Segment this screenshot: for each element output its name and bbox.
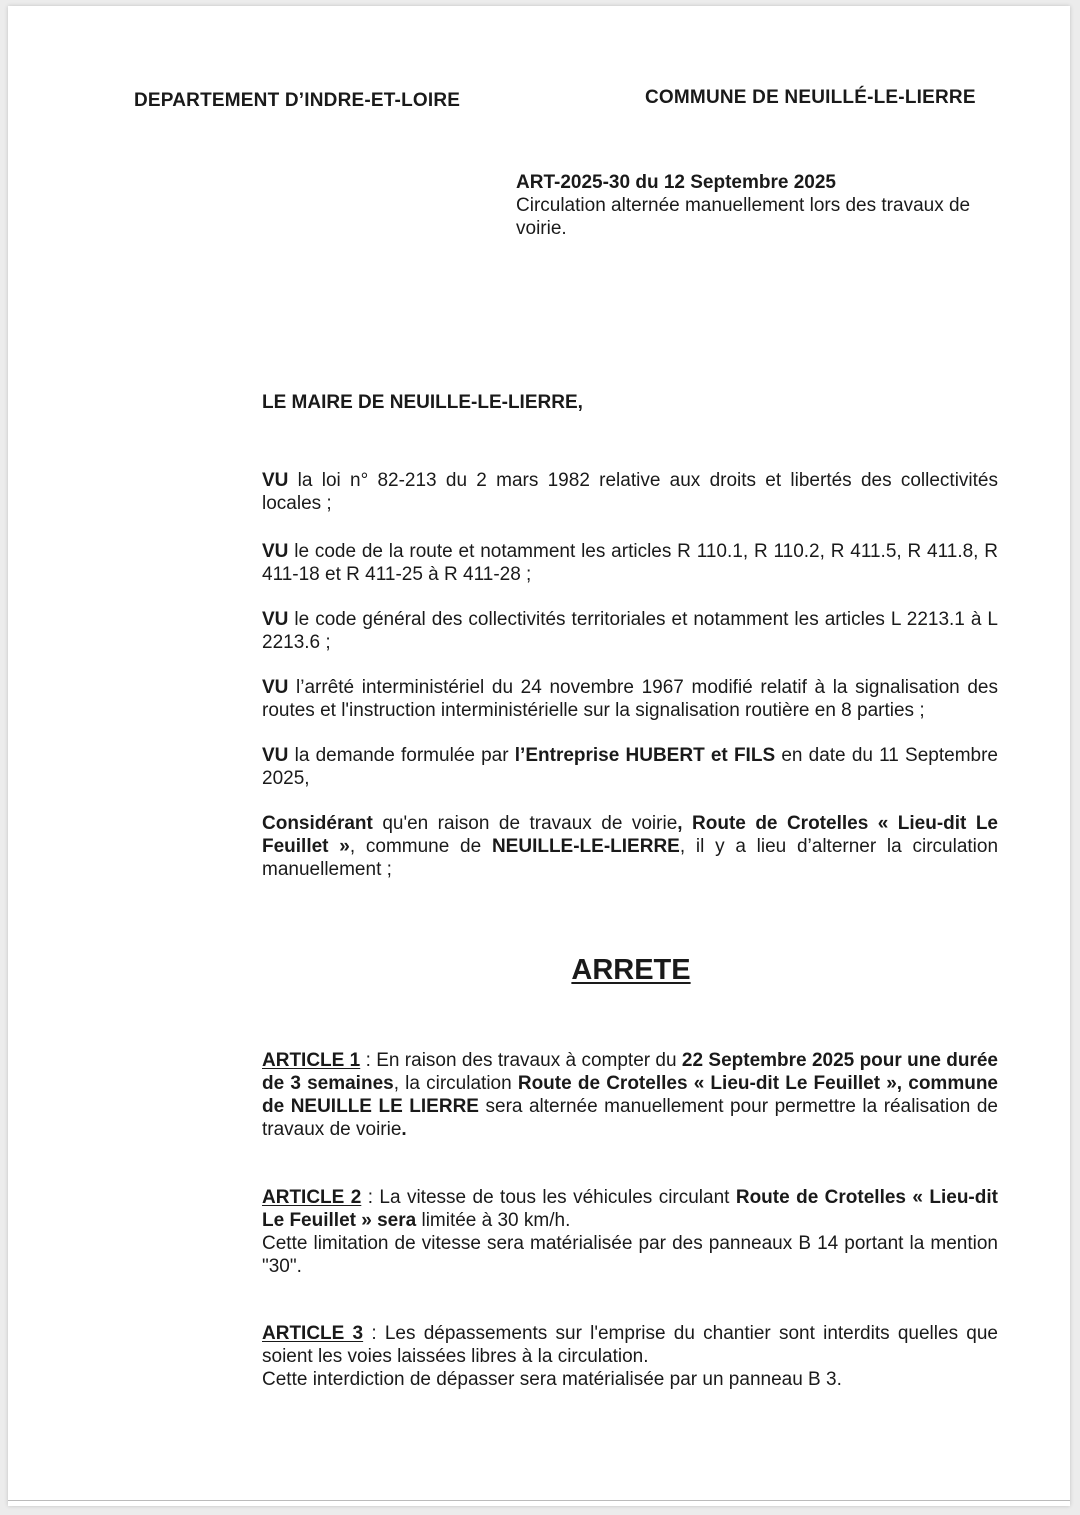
vu-paragraph-2	[262, 540, 998, 586]
vu-text: le code de la route et notamment les articles R 110.1, R 110.2, R 411.5, R 411.8, R 411-18 et R 411-25 à R 411-28 ;	[262, 541, 998, 585]
vu-paragraph-1	[262, 469, 998, 515]
arrete-title: ARRETE	[571, 954, 691, 986]
article-text: : La vitesse de tous les véhicules circulant	[361, 1187, 736, 1208]
reference-title: ART-2025-30 du 12 Septembre 2025	[516, 172, 836, 193]
vu-label: VU	[262, 541, 289, 562]
vu-paragraph-3	[262, 608, 998, 654]
article-1	[262, 1049, 998, 1141]
commune-header: COMMUNE DE NEUILLÉ-LE-LIERRE	[645, 87, 976, 108]
article-3	[262, 1322, 998, 1391]
document-page	[8, 6, 1070, 1506]
article-2-label: ARTICLE 2	[262, 1187, 362, 1208]
department-header: DEPARTEMENT D’INDRE-ET-LOIRE	[134, 90, 461, 111]
article-3-label: ARTICLE 3	[262, 1323, 364, 1344]
maire-heading: LE MAIRE DE NEUILLE-LE-LIERRE,	[262, 392, 583, 413]
reference-subject: Circulation alternée manuellement lors des travaux de voirie.	[516, 195, 971, 239]
vu-paragraph-5	[262, 744, 998, 790]
reference-block	[516, 171, 1006, 240]
considerant-paragraph	[262, 812, 998, 881]
vu-label: VU	[262, 745, 289, 766]
article-2-location: Route de Crotelles « Lieu-dit Le Feuillet » sera	[262, 1187, 998, 1231]
article-2	[262, 1186, 998, 1278]
page-bottom-edge	[8, 1500, 1070, 1505]
vu-label: VU	[262, 677, 289, 698]
article-text: , la circulation	[393, 1073, 518, 1094]
article-text: : Les dépassements sur l'emprise du chantier sont interdits quelles que soient les voies laissées libres à la circulation.	[262, 1323, 998, 1367]
considerant-commune: NEUILLE-LE-LIERRE	[491, 836, 680, 857]
article-1-label: ARTICLE 1	[262, 1050, 361, 1071]
article-1-date: 22 Septembre 2025 pour une durée de 3 semaines	[262, 1050, 998, 1094]
vu-label: VU	[262, 609, 289, 630]
vu-label: VU	[262, 470, 289, 491]
vu-text: la loi n° 82-213 du 2 mars 1982 relative aux droits et libertés des collectivités locales ;	[262, 470, 998, 514]
considerant-text: , il y a lieu d’alterner la circulation manuellement ;	[262, 836, 999, 880]
article-3-line-2: Cette interdiction de dépasser sera matérialisée par un panneau B 3.	[262, 1369, 842, 1390]
vu-text: la demande formulée par	[288, 745, 515, 766]
article-2-line-2: Cette limitation de vitesse sera matérialisée par des panneaux B 14 portant la mention "30".	[262, 1233, 998, 1277]
article-1-location: Route de Crotelles « Lieu-dit Le Feuillet », commune de NEUILLE LE LIERRE	[262, 1073, 999, 1117]
vu-text: l’arrêté interministériel du 24 novembre 1967 modifié relatif à la signalisation des routes et l'instruction interministérielle sur la signalisation routière en 8 parties ;	[262, 677, 998, 721]
company-name: l’Entreprise HUBERT et FILS	[514, 745, 776, 766]
considerant-label: Considérant	[262, 813, 373, 834]
vu-paragraph-4	[262, 676, 998, 722]
considerant-location: , Route de Crotelles « Lieu-dit Le Feuillet »	[262, 813, 998, 857]
article-text: limitée à 30 km/h.	[416, 1210, 571, 1231]
vu-text: le code général des collectivités territoriales et notamment les articles L 2213.1 à L 2213.6 ;	[262, 609, 998, 653]
considerant-text: , commune de	[349, 836, 492, 857]
article-text: sera alternée manuellement pour permettre la réalisation de travaux de voirie	[262, 1096, 998, 1140]
vu-text: en date du 11 Septembre 2025,	[262, 745, 998, 789]
considerant-text: qu'en raison de travaux de voirie	[372, 813, 678, 834]
article-text: : En raison des travaux à compter du	[360, 1050, 682, 1071]
article-text: .	[401, 1119, 407, 1140]
